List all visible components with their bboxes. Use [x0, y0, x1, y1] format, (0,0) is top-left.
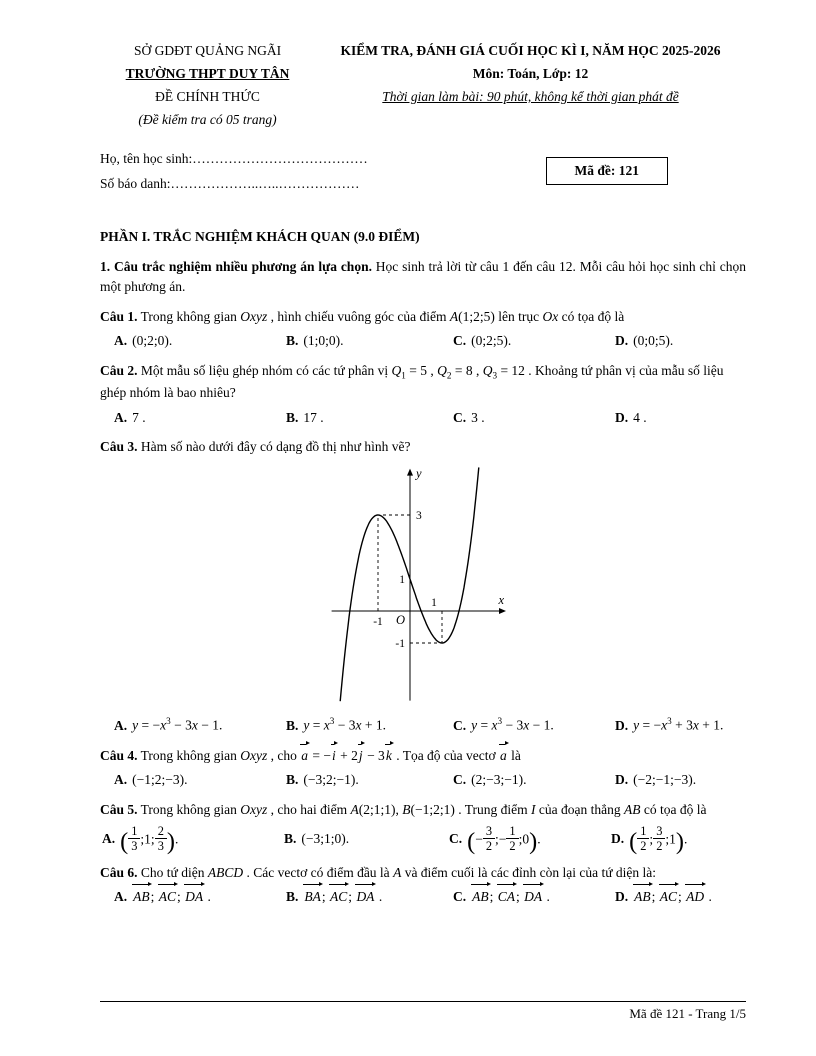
origin-label: O [395, 613, 405, 628]
question-2-option-D: D. 4 . [615, 409, 647, 425]
student-fields [100, 146, 368, 197]
x-tick-label: -1 [373, 616, 383, 629]
question-5-option-D: D. ( $\frac{1}{2}$ ; $\frac{3}{2}$ ;1). [611, 823, 688, 855]
question-1-options [114, 330, 746, 352]
question-1-option-B: B. (1;0;0). [286, 333, 344, 349]
page-footer [100, 1001, 746, 1022]
exam-header [100, 40, 746, 132]
instruction-rest: Học sinh trả lời từ câu 1 đến câu 12. Mỗi câu hỏi học sinh chỉ chọn một phương án. [100, 259, 746, 295]
question-4-option-C: C. (2;−3;−1). [453, 772, 527, 788]
x-axis-label: x [498, 593, 504, 608]
duration-line: Thời gian làm bài: 90 phút, không kể thời gian phát đề [382, 88, 679, 104]
question-4 [100, 746, 746, 792]
question-3-figure [100, 461, 746, 710]
issuer-block [100, 40, 315, 132]
question-2-text: Câu 2. Một mẫu số liệu ghép nhóm có các tứ phân vị $Q_1 = 5$ , $Q_2 = 8$ , $Q_3 = 12$ . Khoảng tứ phân vị của mẫu số liệu ghép nhóm là bao nhiêu? [100, 363, 724, 400]
y-tick-label: 3 [416, 510, 422, 523]
x-tick-label: 1 [431, 597, 437, 610]
question-4-options [114, 769, 746, 791]
school-name: TRƯỜNG THPT DUY TÂN [125, 65, 290, 81]
question-3-option-D: D. $y = -x^3 + 3x + 1$. [615, 716, 724, 733]
section-title: PHẦN I. TRẮC NGHIỆM KHÁCH QUAN (9.0 ĐIỂM) [100, 229, 420, 245]
question-5-option-C: C. (− $\frac{3}{2}$ ;− $\frac{1}{2}$ ;0). [449, 823, 541, 855]
question-6-text: Câu 6. Cho tứ diện ABCD . Các vectơ có điểm đầu là A và điểm cuối là các đỉnh còn lại của tứ diện là: [100, 864, 657, 880]
student-info-row [100, 146, 746, 197]
question-2 [100, 361, 746, 428]
function-graph [298, 461, 548, 706]
question-1-option-C: C. (0;2;5). [453, 333, 512, 349]
footer-text: Mã đề 121 - Trang 1/5 [629, 1006, 746, 1021]
exam-code-box: Mã đề: 121 [546, 157, 669, 185]
questions-list [100, 307, 746, 908]
y-axis-label: y [416, 467, 422, 482]
question-4-option-A: A. (−1;2;−3). [114, 772, 188, 788]
question-4-option-D: D. (−2;−1;−3). [615, 772, 697, 788]
question-6 [100, 863, 746, 909]
question-3-option-C: C. $y = x^3 - 3x - 1$. [453, 716, 554, 733]
pages-note: (Đề kiểm tra có 05 trang) [138, 111, 277, 127]
question-2-option-C: C. 3 . [453, 409, 485, 425]
question-2-option-A: A. 7 . [114, 409, 146, 425]
question-3 [100, 437, 746, 736]
question-4-option-B: B. (−3;2;−1). [286, 772, 359, 788]
question-4-text: Câu 4. Trong không gian Oxyz , cho a = −i + 2j − 3k . Tọa độ của vectơ a là [100, 746, 746, 767]
student-id-field: Số báo danh:………………..…..……………… [100, 176, 360, 192]
question-1-option-A: A. (0;2;0). [114, 333, 173, 349]
y-tick-label: 1 [399, 574, 405, 587]
question-1 [100, 307, 746, 353]
question-6-option-C: C. AB; CA; DA . [453, 886, 615, 908]
question-3-text: Câu 3. Hàm số nào dưới đây có dạng đồ thị như hình vẽ? [100, 439, 411, 455]
y-axis-arrow [407, 469, 413, 476]
official-label: ĐỀ CHÍNH THỨC [155, 88, 260, 104]
question-6-options [114, 886, 746, 908]
question-3-options [114, 714, 746, 736]
y-tick-label: -1 [395, 638, 405, 651]
x-axis-arrow [499, 608, 506, 614]
question-5-option-B: B. (−3;1;0). [284, 830, 350, 846]
exam-title-block [315, 40, 746, 132]
question-1-text: Câu 1. Trong không gian Oxyz , hình chiếu vuông góc của điểm A(1;2;5) lên trục Ox có tọa độ là [100, 308, 625, 324]
question-3-option-B: B. $y = x^3 - 3x + 1$. [286, 716, 386, 733]
question-2-options [114, 407, 746, 429]
question-3-option-A: A. $y = -x^3 - 3x - 1$. [114, 716, 223, 733]
instruction-bold: 1. Câu trắc nghiệm nhiều phương án lựa chọn. [100, 259, 372, 275]
question-1-option-D: D. (0;0;5). [615, 333, 674, 349]
subject-line: Môn: Toán, Lớp: 12 [472, 65, 589, 81]
question-6-option-D: D. AB; AC; AD . [615, 886, 746, 908]
question-5 [100, 800, 746, 853]
question-2-option-B: B. 17 . [286, 409, 324, 425]
question-5-text: Câu 5. Trong không gian Oxyz , cho hai điểm A(2;1;1), B(−1;2;1) . Trung điểm I của đoạn thẳng AB có tọa độ là [100, 802, 707, 818]
question-6-option-B: B. BA; AC; DA . [286, 886, 453, 908]
section-instruction [100, 257, 746, 298]
student-name-field: Họ, tên học sinh:………………………………… [100, 150, 368, 166]
question-5-option-A: A. ( $\frac{1}{3}$ ;1; $\frac{2}{3}$ ). [102, 823, 179, 855]
exam-title: KIỂM TRA, ĐÁNH GIÁ CUỐI HỌC KÌ I, NĂM HỌC 2025-2026 [340, 43, 721, 58]
question-6-option-A: A. AB; AC; DA . [114, 886, 286, 908]
department-name: SỞ GDĐT QUẢNG NGÃI [133, 43, 282, 58]
question-5-options [102, 824, 746, 854]
